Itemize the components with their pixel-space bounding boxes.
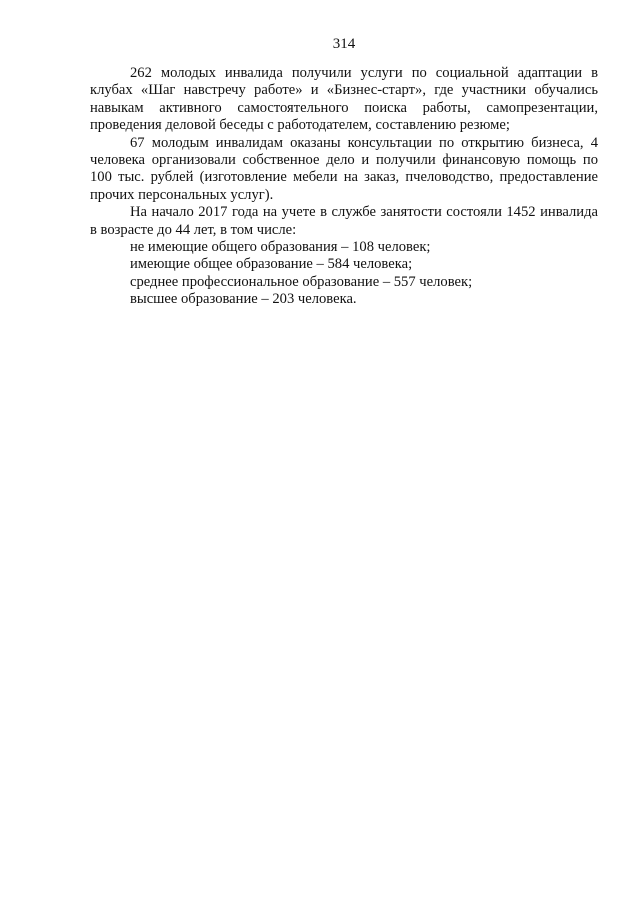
list-item: высшее образование – 203 человека.: [130, 291, 357, 308]
list-item: среднее профессиональное образование – 557 человек;: [130, 273, 473, 290]
document-page: [90, 36, 598, 309]
paragraph: 262 молодых инвалида получили услуги по социальной адаптации в клубах «Шаг навстречу работе» и «Бизнес-старт», где участники обучались навыкам активного самостоятельного поиска работы, самопрезентации, проведения деловой беседы с работодателем, составлению резюме;: [90, 65, 598, 134]
page-number: 314: [332, 36, 356, 52]
paragraph: На начало 2017 года на учете в службе занятости состояли 1452 инвалида в возрасте до 44 лет, в том числе:: [90, 204, 598, 238]
list-item: имеющие общее образование – 584 человека;: [130, 256, 413, 273]
paragraph: 67 молодым инвалидам оказаны консультации по открытию бизнеса, 4 человека организовали собственное дело и получили финансовую помощь по 100 тыс. рублей (изготовление мебели на заказ, пчеловодство, предоставление прочих персональных услуг).: [90, 134, 598, 203]
list-item: не имеющие общего образования – 108 человек;: [130, 239, 431, 256]
